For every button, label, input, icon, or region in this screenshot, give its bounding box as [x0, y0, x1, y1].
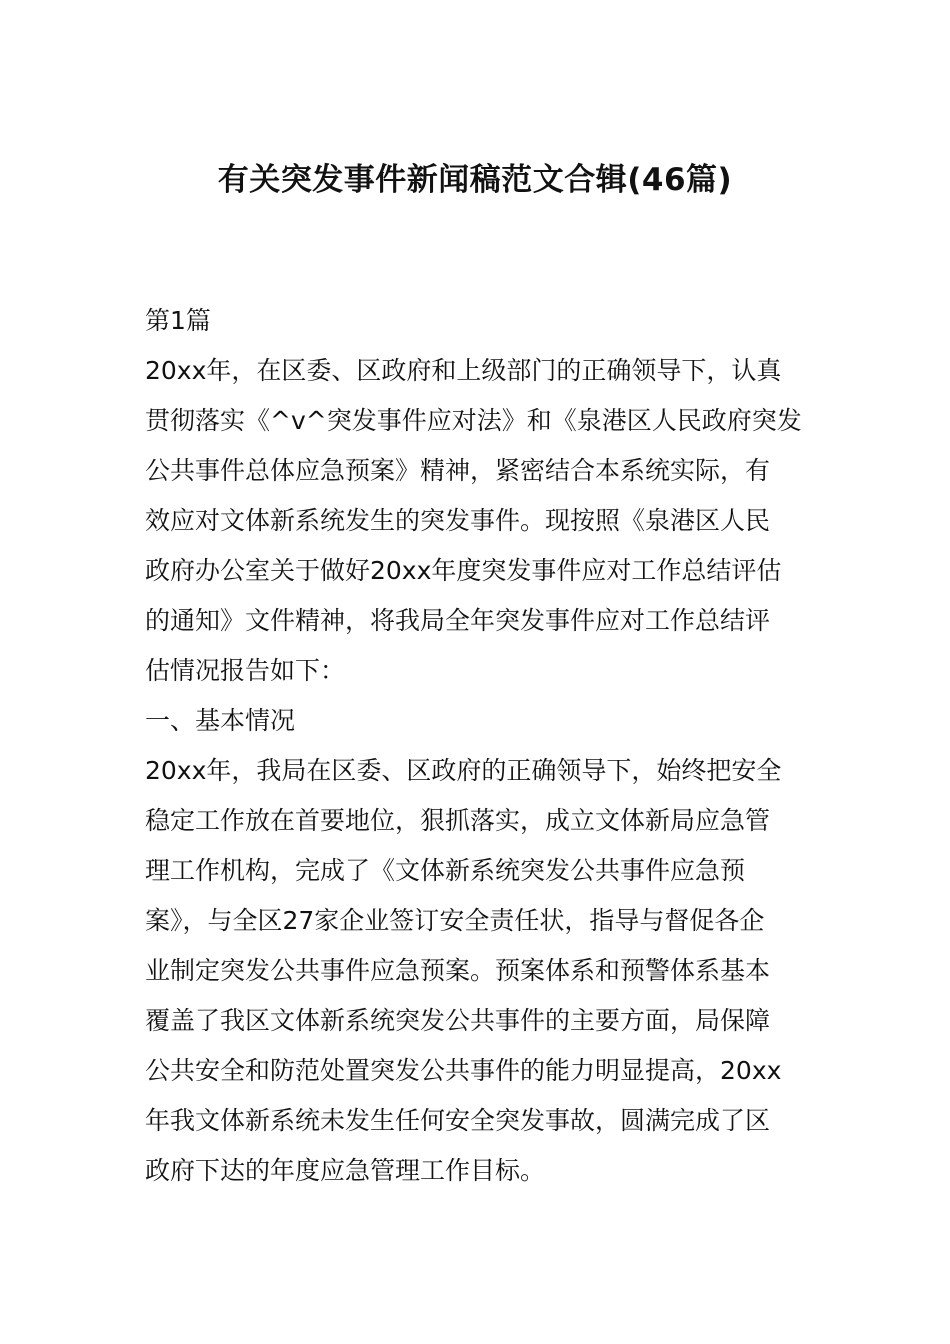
body-line: 效应对文体新系统发生的突发事件。现按照《泉港区人民: [145, 506, 771, 535]
body-line: 公共安全和防范处置突发公共事件的能力明显提高，20xx: [145, 1056, 782, 1085]
body-line: 估情况报告如下：: [145, 656, 346, 685]
body-line: 政府办公室关于做好20xx年度突发事件应对工作总结评估: [145, 556, 782, 585]
body-line-section-heading: 第1篇: [145, 306, 211, 335]
document-body: [145, 296, 810, 1196]
body-line: 理工作机构，完成了《文体新系统突发公共事件应急预: [145, 856, 746, 885]
body-line: 案》，与全区27家企业签订安全责任状，指导与督促各企: [145, 906, 765, 935]
body-line: 政府下达的年度应急管理工作目标。: [145, 1156, 546, 1185]
body-line: 稳定工作放在首要地位，狠抓落实，成立文体新局应急管: [145, 806, 771, 835]
body-line-subheading: 一、基本情况: [145, 706, 296, 735]
body-line: 20xx年，在区委、区政府和上级部门的正确领导下，认真: [145, 356, 782, 385]
body-line: 的通知》文件精神，将我局全年突发事件应对工作总结评: [145, 606, 771, 635]
document-title: 有关突发事件新闻稿范文合辑(46篇): [217, 162, 733, 198]
body-line: 公共事件总体应急预案》精神，紧密结合本系统实际，有: [145, 456, 771, 485]
body-line: 贯彻落实《^v^突发事件应对法》和《泉港区人民政府突发: [145, 406, 802, 435]
body-line: 年我文体新系统未发生任何安全突发事故，圆满完成了区: [145, 1106, 771, 1135]
body-line: 覆盖了我区文体新系统突发公共事件的主要方面，局保障: [145, 1006, 771, 1035]
body-line: 业制定突发公共事件应急预案。预案体系和预警体系基本: [145, 956, 771, 985]
body-line: 20xx年，我局在区委、区政府的正确领导下，始终把安全: [145, 756, 782, 785]
